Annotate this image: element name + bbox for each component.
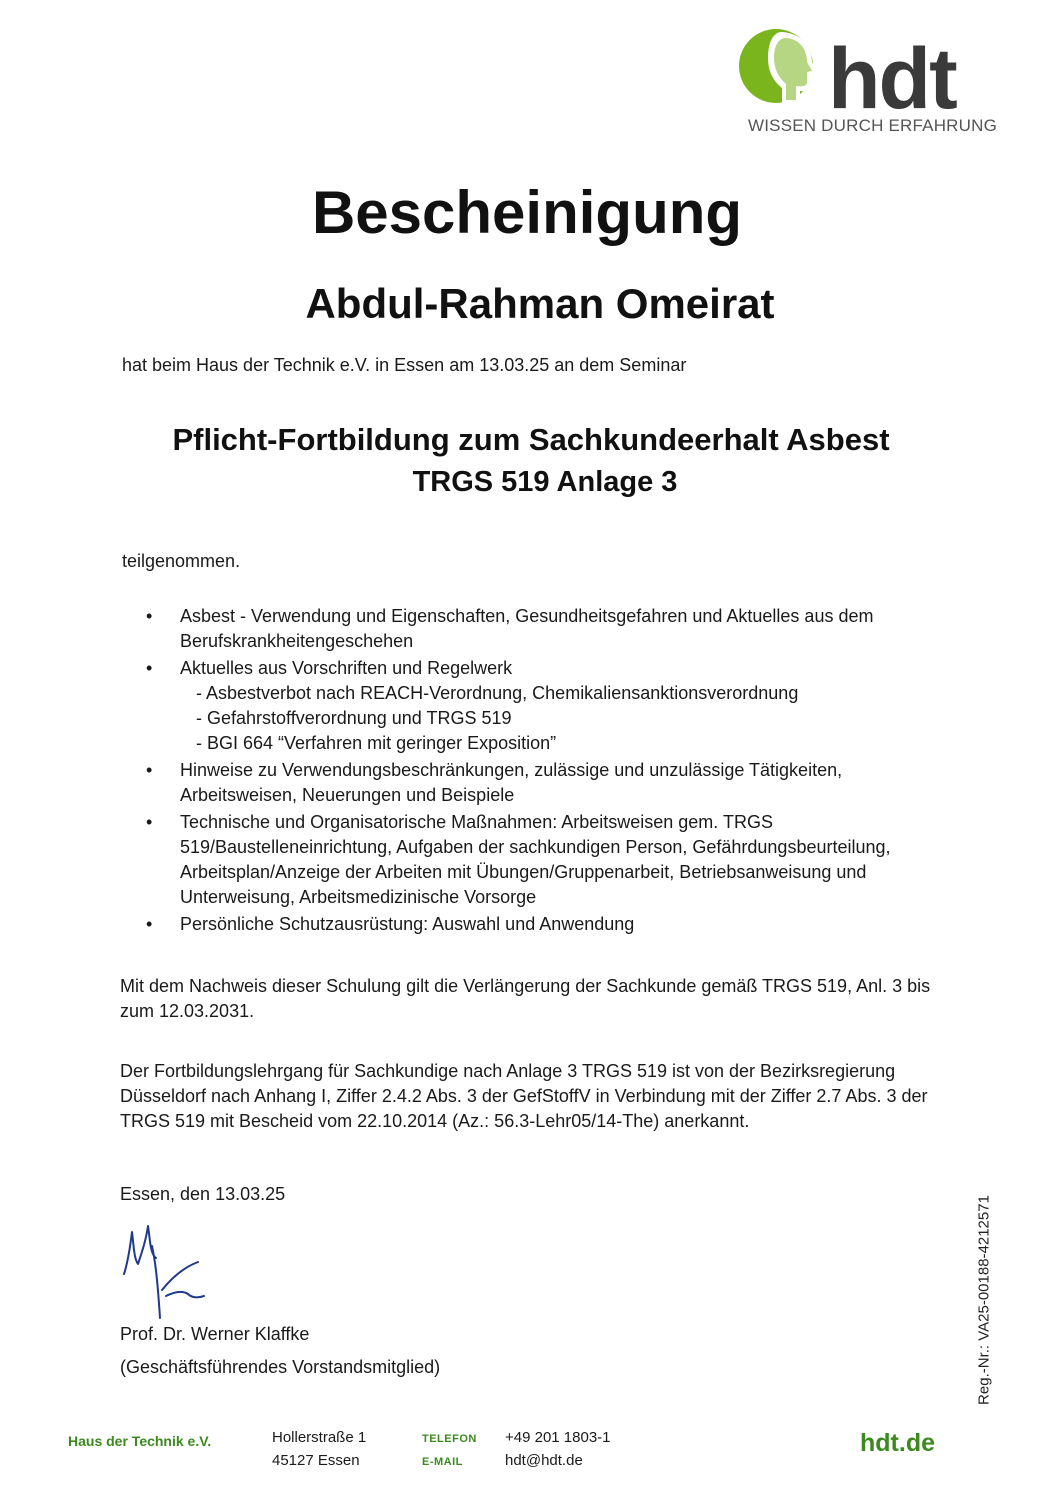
topic-line: Hinweise zu Verwendungsbeschränkungen, zulässige und unzulässige Tätigkeiten, [180, 760, 843, 780]
logo-tagline: WISSEN DURCH ERFAHRUNG [748, 116, 998, 135]
footer-website: hdt.de [860, 1429, 935, 1457]
topic-line: Persönliche Schutzausrüstung: Auswahl und Anwendung [180, 914, 635, 934]
email-label: E-MAIL [422, 1456, 463, 1468]
topic-subitem: - Asbestverbot nach REACH-Verordnung, Chemikaliensanktionsverordnung [196, 683, 799, 703]
handwritten-signature [118, 1218, 208, 1322]
footer-city: 45127 Essen [272, 1452, 360, 1469]
validity-line: Mit dem Nachweis dieser Schulung gilt die Verlängerung der Sachkunde gemäß TRGS 519, Anl. 3 bis [120, 976, 931, 996]
topic-line: Arbeitsplan/Anzeige der Arbeiten mit Übungen/Gruppenarbeit, Betriebsanweisung und [180, 862, 867, 882]
list-item [144, 912, 944, 937]
list-item [144, 810, 944, 910]
participated-text: teilgenommen. [122, 551, 241, 571]
seminar-subtitle: TRGS 519 Anlage 3 [412, 466, 678, 498]
topic-line: Technische und Organisatorische Maßnahmen: Arbeitsweisen gem. TRGS [180, 812, 773, 832]
recognition-line: Der Fortbildungslehrgang für Sachkundige nach Anlage 3 TRGS 519 ist von der Bezirksregierung [120, 1061, 896, 1081]
recognition-line: TRGS 519 mit Bescheid vom 22.10.2014 (Az.: 56.3-Lehr05/14-The) anerkannt. [120, 1111, 750, 1131]
topic-line: Asbest - Verwendung und Eigenschaften, Gesundheitsgefahren und Aktuelles aus dem [180, 606, 874, 626]
phone-number: +49 201 1803-1 [505, 1429, 611, 1446]
footer-address [272, 1426, 366, 1472]
topic-subitem: - BGI 664 “Verfahren mit geringer Exposition” [196, 733, 557, 753]
bullet-icon: • [146, 760, 153, 780]
recognition-paragraph [120, 1059, 970, 1134]
list-item [144, 604, 944, 654]
hdt-logo [736, 28, 996, 140]
topic-line: Arbeitsweisen, Neuerungen und Beispiele [180, 785, 515, 805]
signer-name: Prof. Dr. Werner Klaffke [120, 1324, 310, 1344]
participant-name: Abdul-Rahman Omeirat [305, 280, 775, 327]
bullet-icon: • [146, 658, 153, 678]
logo-wordmark: hdt [828, 31, 956, 127]
footer-street: Hollerstraße 1 [272, 1429, 367, 1446]
topic-subitem: - Gefahrstoffverordnung und TRGS 519 [196, 708, 512, 728]
intro-text: hat beim Haus der Technik e.V. in Essen am 13.03.25 an dem Seminar [122, 355, 687, 375]
head-profile-icon [736, 28, 822, 108]
list-item [144, 758, 944, 808]
signer-role: (Geschäftsführendes Vorstandsmitglied) [120, 1357, 441, 1377]
recognition-line: Düsseldorf nach Anhang I, Ziffer 2.4.2 Abs. 3 der GefStoffV in Verbindung mit der Ziffer 2.7 Abs. 3 der [120, 1086, 928, 1106]
footer-organization: Haus der Technik e.V. [68, 1433, 212, 1449]
topic-line: Unterweisung, Arbeitsmedizinische Vorsorge [180, 887, 537, 907]
bullet-icon: • [146, 914, 153, 934]
seminar-title: Pflicht-Fortbildung zum Sachkundeerhalt Asbest [172, 422, 890, 457]
phone-label: TELEFON [422, 1433, 477, 1445]
list-item [144, 656, 944, 756]
bullet-icon: • [146, 812, 153, 832]
bullet-icon: • [146, 606, 153, 626]
registration-number: Reg.-Nr.: VA25-00188-4212571 [975, 1195, 993, 1405]
validity-line: zum 12.03.2031. [120, 1001, 255, 1021]
topic-line: 519/Baustelleneinrichtung, Aufgaben der sachkundigen Person, Gefährdungsbeurteilung, [180, 837, 891, 857]
certificate-title: Bescheinigung [311, 179, 743, 246]
footer-contact-labels [422, 1428, 477, 1474]
topic-list [144, 604, 944, 939]
topic-line: Berufskrankheitengeschehen [180, 631, 414, 651]
place-date: Essen, den 13.03.25 [120, 1184, 286, 1204]
validity-paragraph [120, 974, 970, 1024]
topic-line: Aktuelles aus Vorschriften und Regelwerk [180, 658, 513, 678]
email-address: hdt@hdt.de [505, 1452, 583, 1469]
footer-contact-values [505, 1426, 611, 1472]
